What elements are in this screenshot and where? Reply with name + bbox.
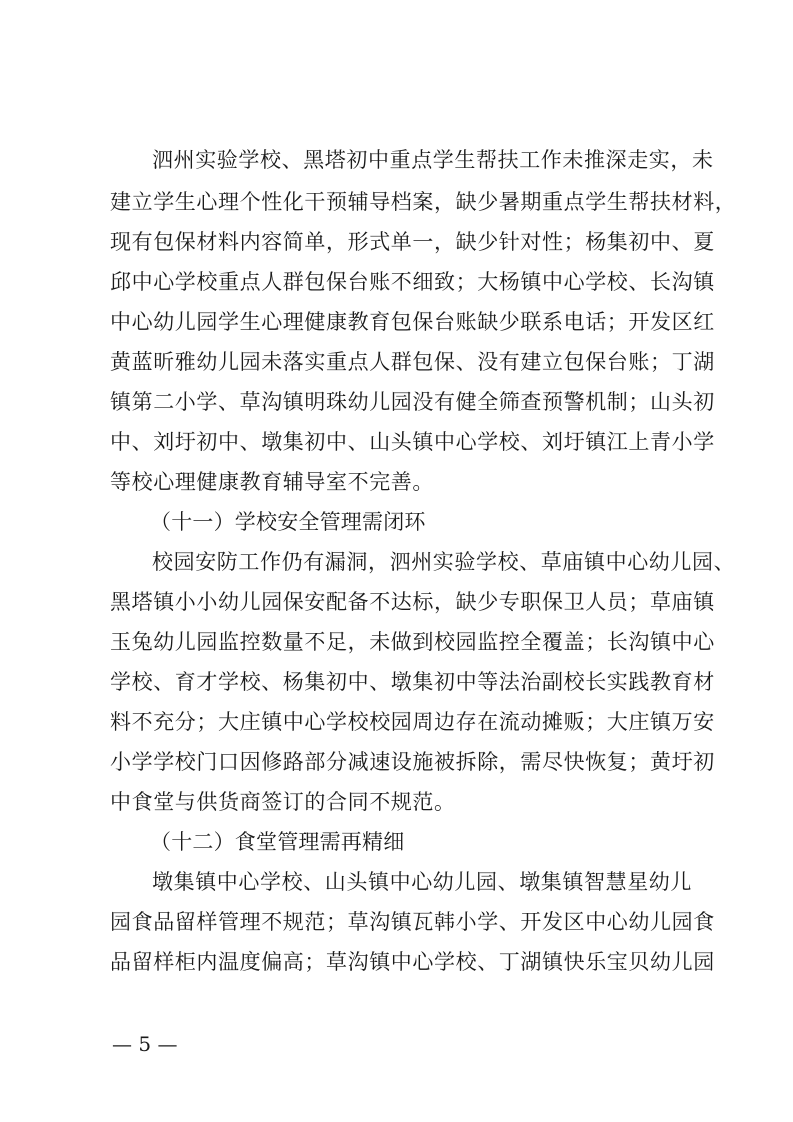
paragraph-line: 等校心理健康教育辅导室不完善。 [110, 470, 434, 494]
section-heading-12: （十二）食堂管理需再精细 [150, 830, 405, 854]
paragraph-line: 镇第二小学、草沟镇明珠幼儿园没有健全筛查预警机制；山头初 [110, 390, 715, 414]
paragraph-line: 料不充分；大庄镇中心学校校园周边存在流动摊贩；大庄镇万安 [110, 710, 715, 734]
paragraph-line: 品留样柜内温度偏高；草沟镇中心学校、丁湖镇快乐宝贝幼儿园 [110, 950, 715, 974]
paragraph-line: 建立学生心理个性化干预辅导档案，缺少暑期重点学生帮扶材料， [110, 190, 737, 214]
paragraph-line: 中心幼儿园学生心理健康教育包保台账缺少联系电话；开发区红 [110, 310, 715, 334]
paragraph-line: 玉兔幼儿园监控数量不足，未做到校园监控全覆盖；长沟镇中心 [110, 630, 715, 654]
paragraph-line: 中、刘圩初中、墩集初中、山头镇中心学校、刘圩镇江上青小学 [110, 430, 715, 454]
paragraph-line: 中食堂与供货商签订的合同不规范。 [110, 790, 456, 814]
paragraph-line: 现有包保材料内容简单，形式单一，缺少针对性；杨集初中、夏 [110, 230, 715, 254]
paragraph-line: 墩集镇中心学校、山头镇中心幼儿园、墩集镇智慧星幼儿 [152, 870, 692, 894]
page-number: — 5 — [112, 1032, 178, 1056]
paragraph-line: 邱中心学校重点人群包保台账不细致；大杨镇中心学校、长沟镇 [110, 270, 715, 294]
paragraph-line: 园食品留样管理不规范；草沟镇瓦韩小学、开发区中心幼儿园食 [110, 910, 715, 934]
paragraph-line: 小学学校门口因修路部分减速设施被拆除，需尽快恢复；黄圩初 [110, 750, 715, 774]
paragraph-line: 泗州实验学校、黑塔初中重点学生帮扶工作未推深走实，未 [152, 148, 714, 172]
section-heading-11: （十一）学校安全管理需闭环 [150, 510, 426, 534]
paragraph-line: 黄蓝昕雅幼儿园未落实重点人群包保、没有建立包保台账；丁湖 [110, 350, 715, 374]
paragraph-line: 校园安防工作仍有漏洞，泗州实验学校、草庙镇中心幼儿园、 [152, 550, 736, 574]
paragraph-line: 黑塔镇小小幼儿园保安配备不达标，缺少专职保卫人员；草庙镇 [110, 590, 715, 614]
paragraph-line: 学校、育才学校、杨集初中、墩集初中等法治副校长实践教育材 [110, 670, 715, 694]
